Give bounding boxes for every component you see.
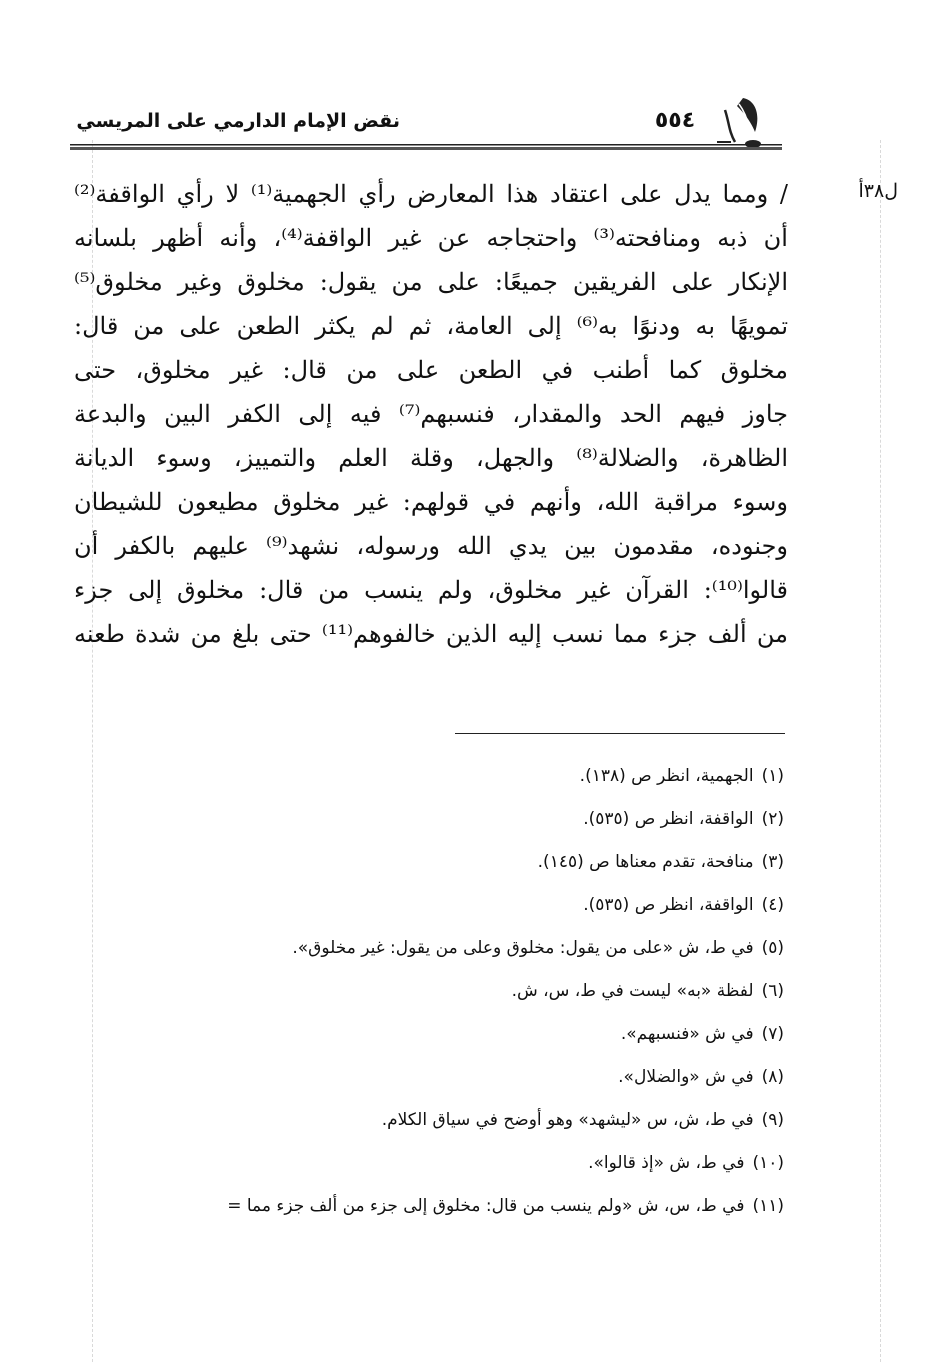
footnote-text: في ط، س، ش «ولم ينسب من قال: مخلوق إلى جزء من ألف جزء مما =	[227, 1196, 745, 1216]
footnote-number: (٦)	[761, 981, 784, 1001]
footnote-text: في ش «فنسبهم».	[620, 1024, 754, 1044]
footnotes	[60, 755, 784, 1228]
text-line: قالوا⁽¹⁰⁾: القرآن غير مخلوق، ولم ينسب من قال: مخلوق إلى جزء	[74, 576, 788, 604]
footnote	[60, 841, 784, 884]
footnote	[60, 798, 784, 841]
footnote	[60, 1013, 784, 1056]
footnote	[60, 927, 784, 970]
footnote-number: (٤)	[761, 895, 784, 915]
text-line: من ألف جزء مما نسب إليه الذين خالفوهم⁽¹¹⁾ حتى بلغ من شدة طعنه	[74, 620, 788, 648]
manuscript-folio-note: ل٣٨أ	[858, 180, 898, 202]
quill-inkwell-icon	[715, 92, 775, 152]
footnote-text: منافحة، تقدم معناها ص (١٤٥).	[537, 852, 754, 872]
footnote-text: في ط، ش «إذ قالوا».	[588, 1153, 745, 1173]
footnote-text: الواقفة، انظر ص (٥٣٥).	[583, 895, 754, 915]
footnote-number: (٨)	[761, 1067, 784, 1087]
footnote-text: لفظة «به» ليست في ط، س، ش.	[511, 981, 754, 1001]
footnote-number: (٥)	[761, 938, 784, 958]
footnote-number: (٧)	[761, 1024, 784, 1044]
footnote-text: في ط، ش، س «ليشهد» وهو أوضح في سياق الكلام.	[381, 1110, 754, 1130]
footnote-text: الجهمية، انظر ص (١٣٨).	[579, 766, 754, 786]
header-rule	[70, 144, 782, 150]
text-line: / ومما يدل على اعتقاد هذا المعارض رأي الجهمية⁽¹⁾ لا رأي الواقفة⁽²⁾	[74, 180, 788, 208]
footnote-number: (٩)	[761, 1110, 784, 1130]
text-line: جاوز فيهم الحد والمقدار، فنسبهم⁽⁷⁾ فيه إلى الكفر البين والبدعة	[74, 400, 788, 428]
footnote-number: (١)	[761, 766, 784, 786]
text-line: الظاهرة، والضلالة⁽⁸⁾ والجهل، وقلة العلم والتمييز، وسوء الديانة	[74, 444, 788, 472]
footnote	[60, 1142, 784, 1185]
footnote	[60, 970, 784, 1013]
footnote-number: (٣)	[761, 852, 784, 872]
footnote	[60, 884, 784, 927]
page-number: ٥٥٤	[654, 108, 696, 133]
footnote-number: (١٠)	[752, 1153, 784, 1173]
text-line: مخلوق كما أطنب في الطعن على من قال: غير مخلوق، حتى	[74, 356, 788, 384]
footnote-text: الواقفة، انظر ص (٥٣٥).	[583, 809, 754, 829]
running-title: نقض الإمام الدارمي على المريسي	[76, 110, 400, 132]
footnote-number: (٢)	[761, 809, 784, 829]
text-line: وجنوده، مقدمون بين يدي الله ورسوله، نشهد⁽⁹⁾ عليهم بالكفر أن	[74, 532, 788, 560]
text-line: وسوء مراقبة الله، وأنهم في قولهم: غير مخلوق مطيعون للشيطان	[74, 488, 788, 516]
footnote-separator	[455, 733, 785, 734]
footnote	[60, 1185, 784, 1228]
footnote-text: في ط، ش «على من يقول: مخلوق وعلى من يقول: غير مخلوق».	[292, 938, 754, 958]
footnote	[60, 1056, 784, 1099]
footnote-text: في ش «والضلال».	[618, 1067, 754, 1087]
main-text	[74, 172, 788, 656]
text-line: أن ذبه ومنافحته⁽³⁾ واحتجاجه عن غير الواقفة⁽⁴⁾، وأنه أظهر بلسانه	[74, 224, 788, 252]
scan-guide-line	[880, 140, 881, 1362]
text-line: تمويهًا به ودنوًا به⁽⁶⁾ إلى العامة، ثم لم يكثر الطعن على من قال:	[74, 312, 788, 340]
text-line: الإنكار على الفريقين جميعًا: على من يقول: مخلوق وغير مخلوق⁽⁵⁾	[74, 268, 788, 296]
footnote	[60, 755, 784, 798]
page-header	[60, 92, 780, 152]
footnote-number: (١١)	[752, 1196, 784, 1216]
footnote	[60, 1099, 784, 1142]
